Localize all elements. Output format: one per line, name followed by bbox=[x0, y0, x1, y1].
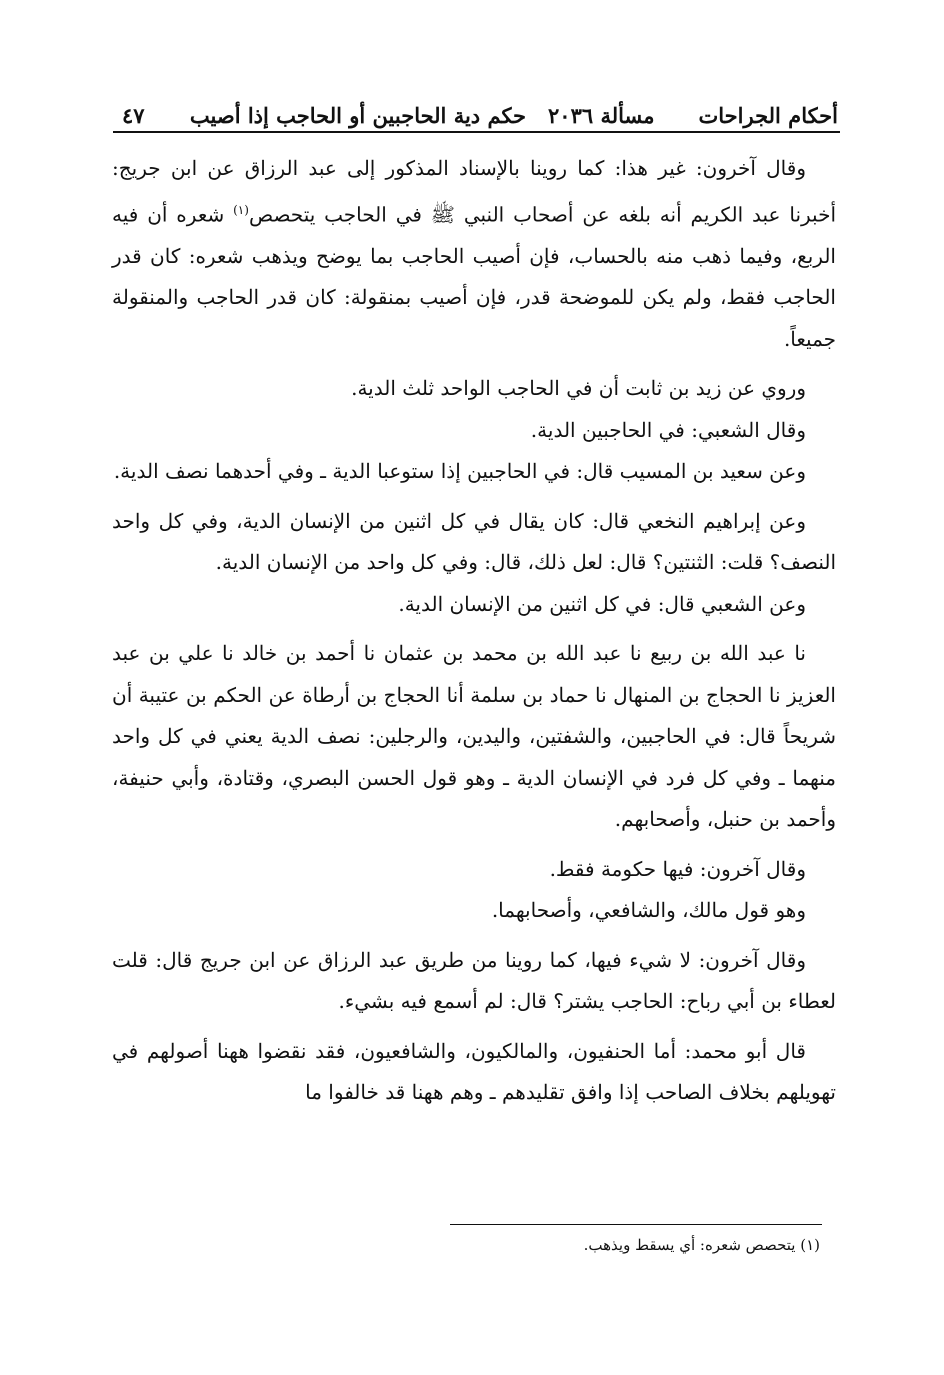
footnote-rule bbox=[450, 1224, 822, 1225]
paragraph: وعن الشعبي قال: في كل اثنين من الإنسان الدية. bbox=[398, 591, 806, 616]
paragraph: وروي عن زيد بن ثابت أن في الحاجب الواحد ثلث الدية. bbox=[351, 376, 806, 401]
paragraph: وقال الشعبي: في الحاجبين الدية. bbox=[530, 417, 806, 442]
paragraph: وعن سعيد بن المسيب قال: في الحاجبين إذا ستوعبا الدية ـ وفي أحدهما نصف الدية. bbox=[113, 459, 806, 484]
footnote: (١) يتحصص شعره: أي يسقط ويذهب. bbox=[583, 1236, 820, 1254]
paragraph bbox=[112, 148, 836, 360]
header-rule bbox=[113, 131, 840, 133]
topic-title: حكم دية الحاجبين أو الحاجب إذا أصيب bbox=[189, 103, 527, 128]
paragraph-text: شعره أن فيه الربع، وفيما ذهب منه بالحساب، فإن أصيب الحاجب بما يوضح ويذهب شعره: كان قدر الحاجب فقط، ولم يكن للموضحة قدر، فإن أصيب بمنقولة: كان قدر الحاجب والمنقولة جميعاً. bbox=[112, 202, 836, 351]
paragraph: وقال آخرون: لا شيء فيها، كما روينا من طريق عبد الرزاق عن ابن جريج قال: قلت لعطاء بن أبي رباح: الحاجب يشتر؟ قال: لم أسمع فيه بشيء. bbox=[112, 947, 836, 1014]
page-number: ٤٧ bbox=[122, 103, 145, 128]
paragraph: وقال آخرون: فيها حكومة فقط. bbox=[549, 856, 806, 881]
paragraph: وهو قول مالك، والشافعي، وأصحابهما. bbox=[491, 898, 806, 923]
paragraph: قال أبو محمد: أما الحنفيون، والمالكيون، والشافعيون، فقد نقضوا ههنا أصولهم في تهويلهم بخلاف الصاحب إذا وافق تقليدهم ـ وهم ههنا قد خالفوا ما bbox=[112, 1038, 836, 1105]
paragraph: نا عبد الله بن ربيع نا عبد الله بن محمد بن عثمان نا أحمد بن خالد نا علي بن عبد العزيز نا الحجاج بن المنهال نا حماد بن سلمة أنا الحجاج بن أرطاة عن الحكم بن عتيبة أن شريحاً قال: في الحاجبين، والشفتين، واليدين، والرجلين: نصف الدية يعني في كل واحد منهما ـ وفي كل فرد في الإنسان الدية ـ وهو قول الحسن البصري، وقتادة، وأبي حنيفة، وأحمد بن حنبل، وأصحابهم. bbox=[112, 641, 836, 832]
paragraph: وعن إبراهيم النخعي قال: كان يقال في كل اثنين من الإنسان الدية، وفي كل واحد النصف؟ قلت: الثنتين؟ قال: لعل ذلك، قال: وفي كل واحد من الإنسان الدية. bbox=[112, 508, 836, 575]
footnote-marker: (١) bbox=[233, 202, 249, 217]
paragraph-text: وقال آخرون: غير هذا: كما روينا بالإسناد المذكور إلى عبد الرزاق عن ابن جريج: أخبرنا عبد الكريم أنه بلغه عن أصحاب النبي ﷺ في الحاجب يتحصص bbox=[112, 156, 836, 227]
masala-number: مسألة ٢٠٣٦ bbox=[548, 103, 655, 128]
book-title: أحكام الجراحات bbox=[698, 103, 838, 128]
main-text bbox=[112, 148, 836, 1114]
running-header bbox=[118, 88, 838, 128]
